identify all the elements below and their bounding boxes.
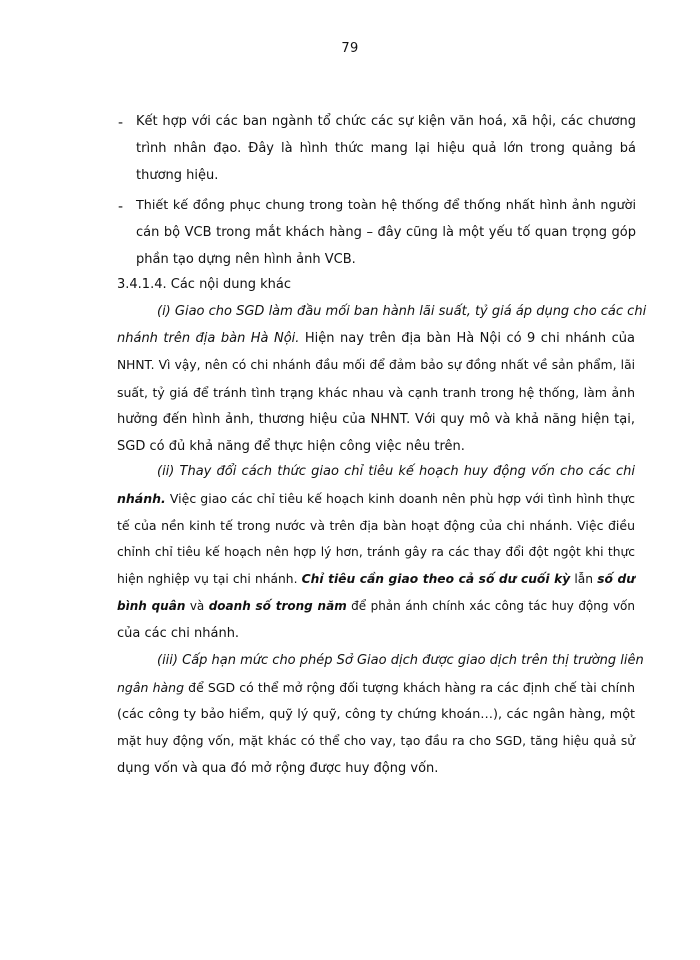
- text-run: lẫn: [570, 572, 598, 586]
- paragraph-line: [117, 566, 635, 593]
- bullet-item: [118, 108, 636, 189]
- bullet-line: Kết hợp với các ban ngành tổ chức các sự kiện văn hoá, xã hội, các chương: [136, 114, 636, 129]
- page-number: 79: [341, 41, 359, 56]
- paragraph-line: (iii) Cấp hạn mức cho phép Sở Giao dịch được giao dịch trên thị trường liên: [157, 653, 644, 668]
- paragraph-line: tế của nền kinh tế trong nước và trên địa bàn hoạt động của chi nhánh. Việc điều: [117, 518, 635, 533]
- bullet-line: Thiết kế đồng phục chung trong toàn hệ thống để thống nhất hình ảnh người: [136, 198, 636, 213]
- paragraph-line: [117, 593, 635, 620]
- paragraph-line: mặt huy động vốn, mặt khác có thể cho vay, tạo đầu ra cho SGD, tăng hiệu quả sử: [117, 734, 635, 748]
- text-run: và: [185, 599, 209, 613]
- section-heading: 3.4.1.4. Các nội dung khác: [117, 277, 292, 292]
- paragraph-i: [117, 298, 647, 460]
- paragraph-iii: [117, 647, 644, 782]
- bold-italic-run: Chỉ tiêu cần giao theo cả số dư cuối kỳ: [301, 572, 571, 586]
- bullet-line: phần tạo dựng nên hình ảnh VCB.: [136, 252, 356, 267]
- bold-italic-run: bình quân: [117, 599, 186, 613]
- paragraph-line: (các công ty bảo hiểm, quỹ lý quỹ, công ty chứng khoán…), các ngân hàng, một: [117, 707, 635, 722]
- paragraph-line: chỉnh chỉ tiêu kế hoạch nên hợp lý hơn, tránh gây ra các thay đổi đột ngột khi thực: [117, 545, 635, 559]
- paragraph-line: SGD có đủ khả năng để thực hiện công việc nêu trên.: [117, 439, 465, 454]
- bold-italic-run: doanh số trong năm: [208, 599, 347, 613]
- paragraph-ii: [117, 458, 635, 647]
- paragraph-line: của các chi nhánh.: [117, 626, 240, 641]
- paragraph-line: [117, 674, 635, 701]
- paragraph-line: hưởng đến hình ảnh, thương hiệu của NHNT. Với quy mô và khả năng hiện tại,: [117, 412, 635, 427]
- text-run: để phản ánh chính xác công tác huy động vốn: [346, 599, 635, 613]
- paragraph-line: dụng vốn và qua đó mở rộng được huy động vốn.: [117, 761, 439, 776]
- text-run: để SGD có thể mở rộng đối tượng khách hàng ra các định chế tài chính: [184, 680, 635, 695]
- bullet-marker: -: [118, 115, 124, 131]
- paragraph-line: NHNT. Vì vậy, nên có chi nhánh đầu mối để đảm bảo sự đồng nhất về sản phẩm, lãi: [117, 358, 635, 372]
- text-run: Hiện nay trên địa bàn Hà Nội có 9 chi nhánh của: [299, 331, 635, 346]
- text-run: Việc giao các chỉ tiêu kế hoạch kinh doanh nên phù hợp với tình hình thực: [165, 491, 635, 506]
- italic-run: ngân hàng: [117, 680, 185, 695]
- bullet-line: thương hiệu.: [136, 168, 219, 183]
- paragraph-line: suất, tỷ giá để tránh tình trạng khác nhau và cạnh tranh trong hệ thống, làm ảnh: [117, 385, 635, 400]
- paragraph-line: [117, 485, 635, 512]
- paragraph-line: [117, 325, 635, 352]
- bold-italic-run: nhánh.: [117, 491, 166, 506]
- bullet-item: [118, 192, 636, 273]
- bullet-line: trình nhân đạo. Đây là hình thức mang lại hiệu quả lớn trong quảng bá: [136, 141, 636, 156]
- bold-italic-run: số dư: [597, 572, 635, 586]
- bullet-marker: -: [118, 199, 124, 215]
- text-run: hiện nghiệp vụ tại chi nhánh.: [117, 572, 302, 586]
- paragraph-line: (ii) Thay đổi cách thức giao chỉ tiêu kế hoạch huy động vốn cho các chi: [157, 464, 635, 479]
- paragraph-line: (i) Giao cho SGD làm đầu mối ban hành lãi suất, tỷ giá áp dụng cho các chi: [157, 304, 647, 319]
- italic-run: nhánh trên địa bàn Hà Nội.: [117, 331, 300, 346]
- bullet-line: cán bộ VCB trong mắt khách hàng – đây cũng là một yếu tố quan trọng góp: [136, 225, 636, 240]
